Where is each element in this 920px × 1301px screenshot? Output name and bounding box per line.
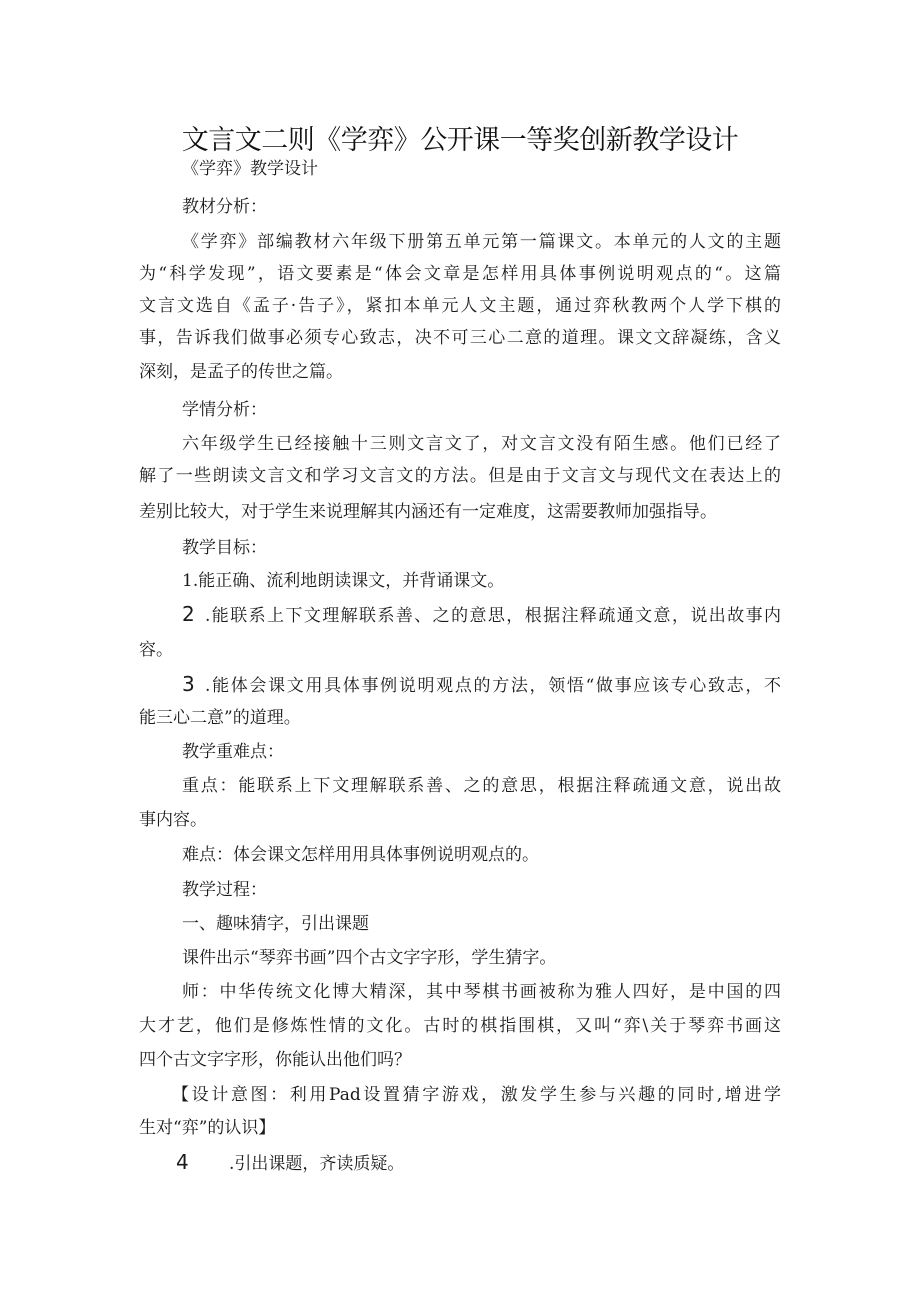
student-heading: 学情分析： bbox=[182, 400, 267, 420]
goal-item-1: 1.能正确、流利地朗读课文，并背诵课文。 bbox=[182, 571, 505, 591]
paragraph-line: 六年级学生已经接触十三则文言文了，对文言文没有陌生感。他们已经了 bbox=[182, 434, 781, 454]
document-title: 文言文二则《学弈》公开课一等奖创新教学设计 bbox=[181, 125, 739, 156]
difficult-point: 难点：体会课文怎样用用具体事例说明观点的。 bbox=[182, 845, 539, 865]
step-4-text: .引出课题，齐读质疑。 bbox=[229, 1154, 405, 1174]
paragraph-line: 事，告诉我们做事必须专心致志，决不可三心二意的道理。课文文辞凝练，含义 bbox=[139, 328, 781, 348]
teacher-line: 师：中华传统文化博大精深，其中琴棋书画被称为雅人四好，是中国的四 bbox=[182, 982, 781, 1002]
paragraph-line: 文言文选自《孟子·告子》，紧扣本单元人文主题，通过弈秋教两个人学下棋的 bbox=[139, 296, 781, 316]
key-difficulty-heading: 教学重难点： bbox=[182, 742, 284, 762]
step-1-text: 课件出示“琴弈书画”四个古文字字形，学生猜字。 bbox=[182, 948, 557, 968]
goal-number-2: 2 bbox=[182, 602, 195, 626]
teacher-line: 大才艺，他们是修炼性情的文化。古时的棋指围棋，又叫“弈\关于琴弈书画这 bbox=[139, 1016, 781, 1036]
design-intent-cont: 生对“弈”的认识】 bbox=[139, 1118, 276, 1138]
document-subtitle: 《学弈》教学设计 bbox=[182, 159, 318, 179]
key-point-cont: 事内容。 bbox=[139, 810, 207, 830]
paragraph-line: 《学弈》部编教材六年级下册第五单元第一篇课文。本单元的人文的主题 bbox=[182, 232, 781, 252]
paragraph-line: 为“科学发现”，语文要素是“体会文章是怎样用具体事例说明观点的“。这篇 bbox=[139, 264, 781, 284]
goal-item-2: .能联系上下文理解联系善、之的意思，根据注释疏通文意，说出故事内 bbox=[205, 606, 781, 626]
goal-item-3: .能体会课文用具体事例说明观点的方法，领悟“做事应该专心致志，不 bbox=[205, 676, 781, 696]
goal-item-2-cont: 容。 bbox=[139, 640, 173, 660]
paragraph-line: 差别比较大，对于学生来说理解其内涵还有一定难度，这需要教师加强指导。 bbox=[139, 502, 717, 522]
goals-heading: 教学目标： bbox=[182, 538, 267, 558]
process-heading: 教学过程： bbox=[182, 880, 267, 900]
paragraph-line: 深刻，是孟子的传世之篇。 bbox=[139, 362, 343, 382]
goal-item-3-cont: 能三心二意”的道理。 bbox=[139, 708, 301, 728]
teacher-line: 四个古文字字形，你能认出他们吗？ bbox=[139, 1050, 411, 1070]
key-point: 重点：能联系上下文理解联系善、之的意思，根据注释疏通文意，说出故 bbox=[182, 776, 781, 796]
design-intent: 【设计意图：利用Pad设置猜字游戏，激发学生参与兴趣的同时,增进学 bbox=[172, 1085, 781, 1105]
material-heading: 教材分析： bbox=[182, 197, 267, 217]
step-1-heading: 一、趣味猜字，引出课题 bbox=[182, 914, 369, 934]
step-4-number: 4 bbox=[176, 1150, 189, 1174]
goal-number-3: 3 bbox=[182, 672, 195, 696]
paragraph-line: 解了一些朗读文言文和学习文言文的方法。但是由于文言文与现代文在表达上的 bbox=[139, 466, 781, 486]
